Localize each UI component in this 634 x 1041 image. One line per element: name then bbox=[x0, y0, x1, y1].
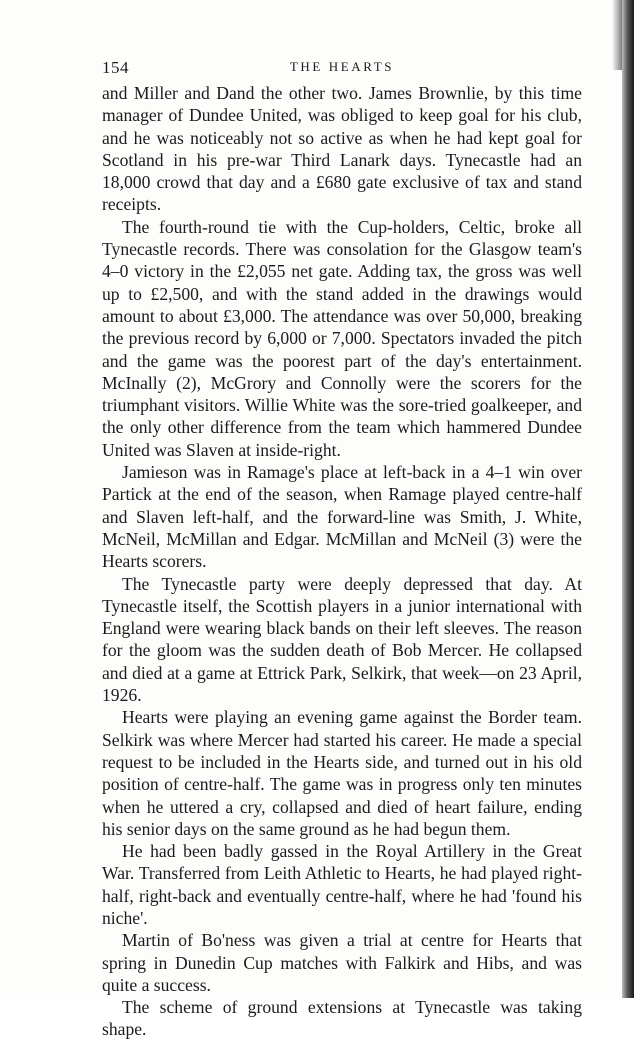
paragraph: Hearts were playing an evening game against the Border team. Selkirk was where Mercer had started his career. He made a special request to be included in the Hearts side, and turned out in his old position of centre-half. The game was in progress only ten minutes when he uttered a cry, collapsed and died of heart failure, ending his senior days on the same ground as he had begun them. bbox=[102, 707, 582, 839]
paragraph: and Miller and Dand the other two. James Brownlie, by this time manager of Dundee United, was obliged to keep goal for his club, and he was noticeably not so active as when he had kept goal for Scotland in his pre-war Third Lanark days. Tynecastle had an 18,000 crowd that day and a £680 gate exclusive of tax and stand receipts. bbox=[102, 83, 582, 215]
running-title: THE HEARTS bbox=[289, 59, 395, 74]
paragraph: The Tynecastle party were deeply depressed that day. At Tynecastle itself, the Scottish players in a junior international with England were wearing black bands on their left sleeves. The reason for the gloom was the sudden death of Bob Mercer. He collapsed and died at a game at Ettrick Park, Selkirk, that week—on 23 April, 1926. bbox=[102, 573, 582, 706]
paragraph: The scheme of ground extensions at Tynecastle was taking shape. bbox=[102, 997, 582, 1040]
paragraph: He had been badly gassed in the Royal Artillery in the Great War. Transferred from Leith Athletic to Hearts, he had played right-half, right-back and eventually centre-half, where he had 'found his niche'. bbox=[102, 841, 582, 928]
page-header bbox=[102, 58, 582, 80]
paragraph: Martin of Bo'ness was given a trial at centre for Hearts that spring in Dunedin Cup matches with Falkirk and Hibs, and was quite a success. bbox=[102, 930, 582, 995]
page-number: 154 bbox=[102, 58, 129, 77]
body-text bbox=[102, 82, 582, 1041]
paragraph: The fourth-round tie with the Cup-holders, Celtic, broke all Tynecastle records. There was consolation for the Glasgow team's 4–0 victory in the £2,055 net gate. Adding tax, the gross was well up to £2,500, and with the stand added in the drawings would amount to about £3,000. The attendance was over 50,000, breaking the previous record by 6,000 or 7,000. Spectators invaded the pitch and the game was the poorest part of the day's entertainment. McInally (2), McGrory and Connolly were the scorers for the triumphant visitors. Willie White was the sore-tried goalkeeper, and the only other difference from the team which hammered Dundee United was Slaven at inside-right. bbox=[102, 216, 582, 460]
page-edge-shadow bbox=[622, 0, 634, 998]
paragraph: Jamieson was in Ramage's place at left-back in a 4–1 win over Partick at the end of the season, when Ramage played centre-half and Slaven left-half, and the forward-line was Smith, J. White, McNeil, McMillan and Edgar. McMillan and McNeil (3) were the Hearts scorers. bbox=[102, 462, 582, 572]
